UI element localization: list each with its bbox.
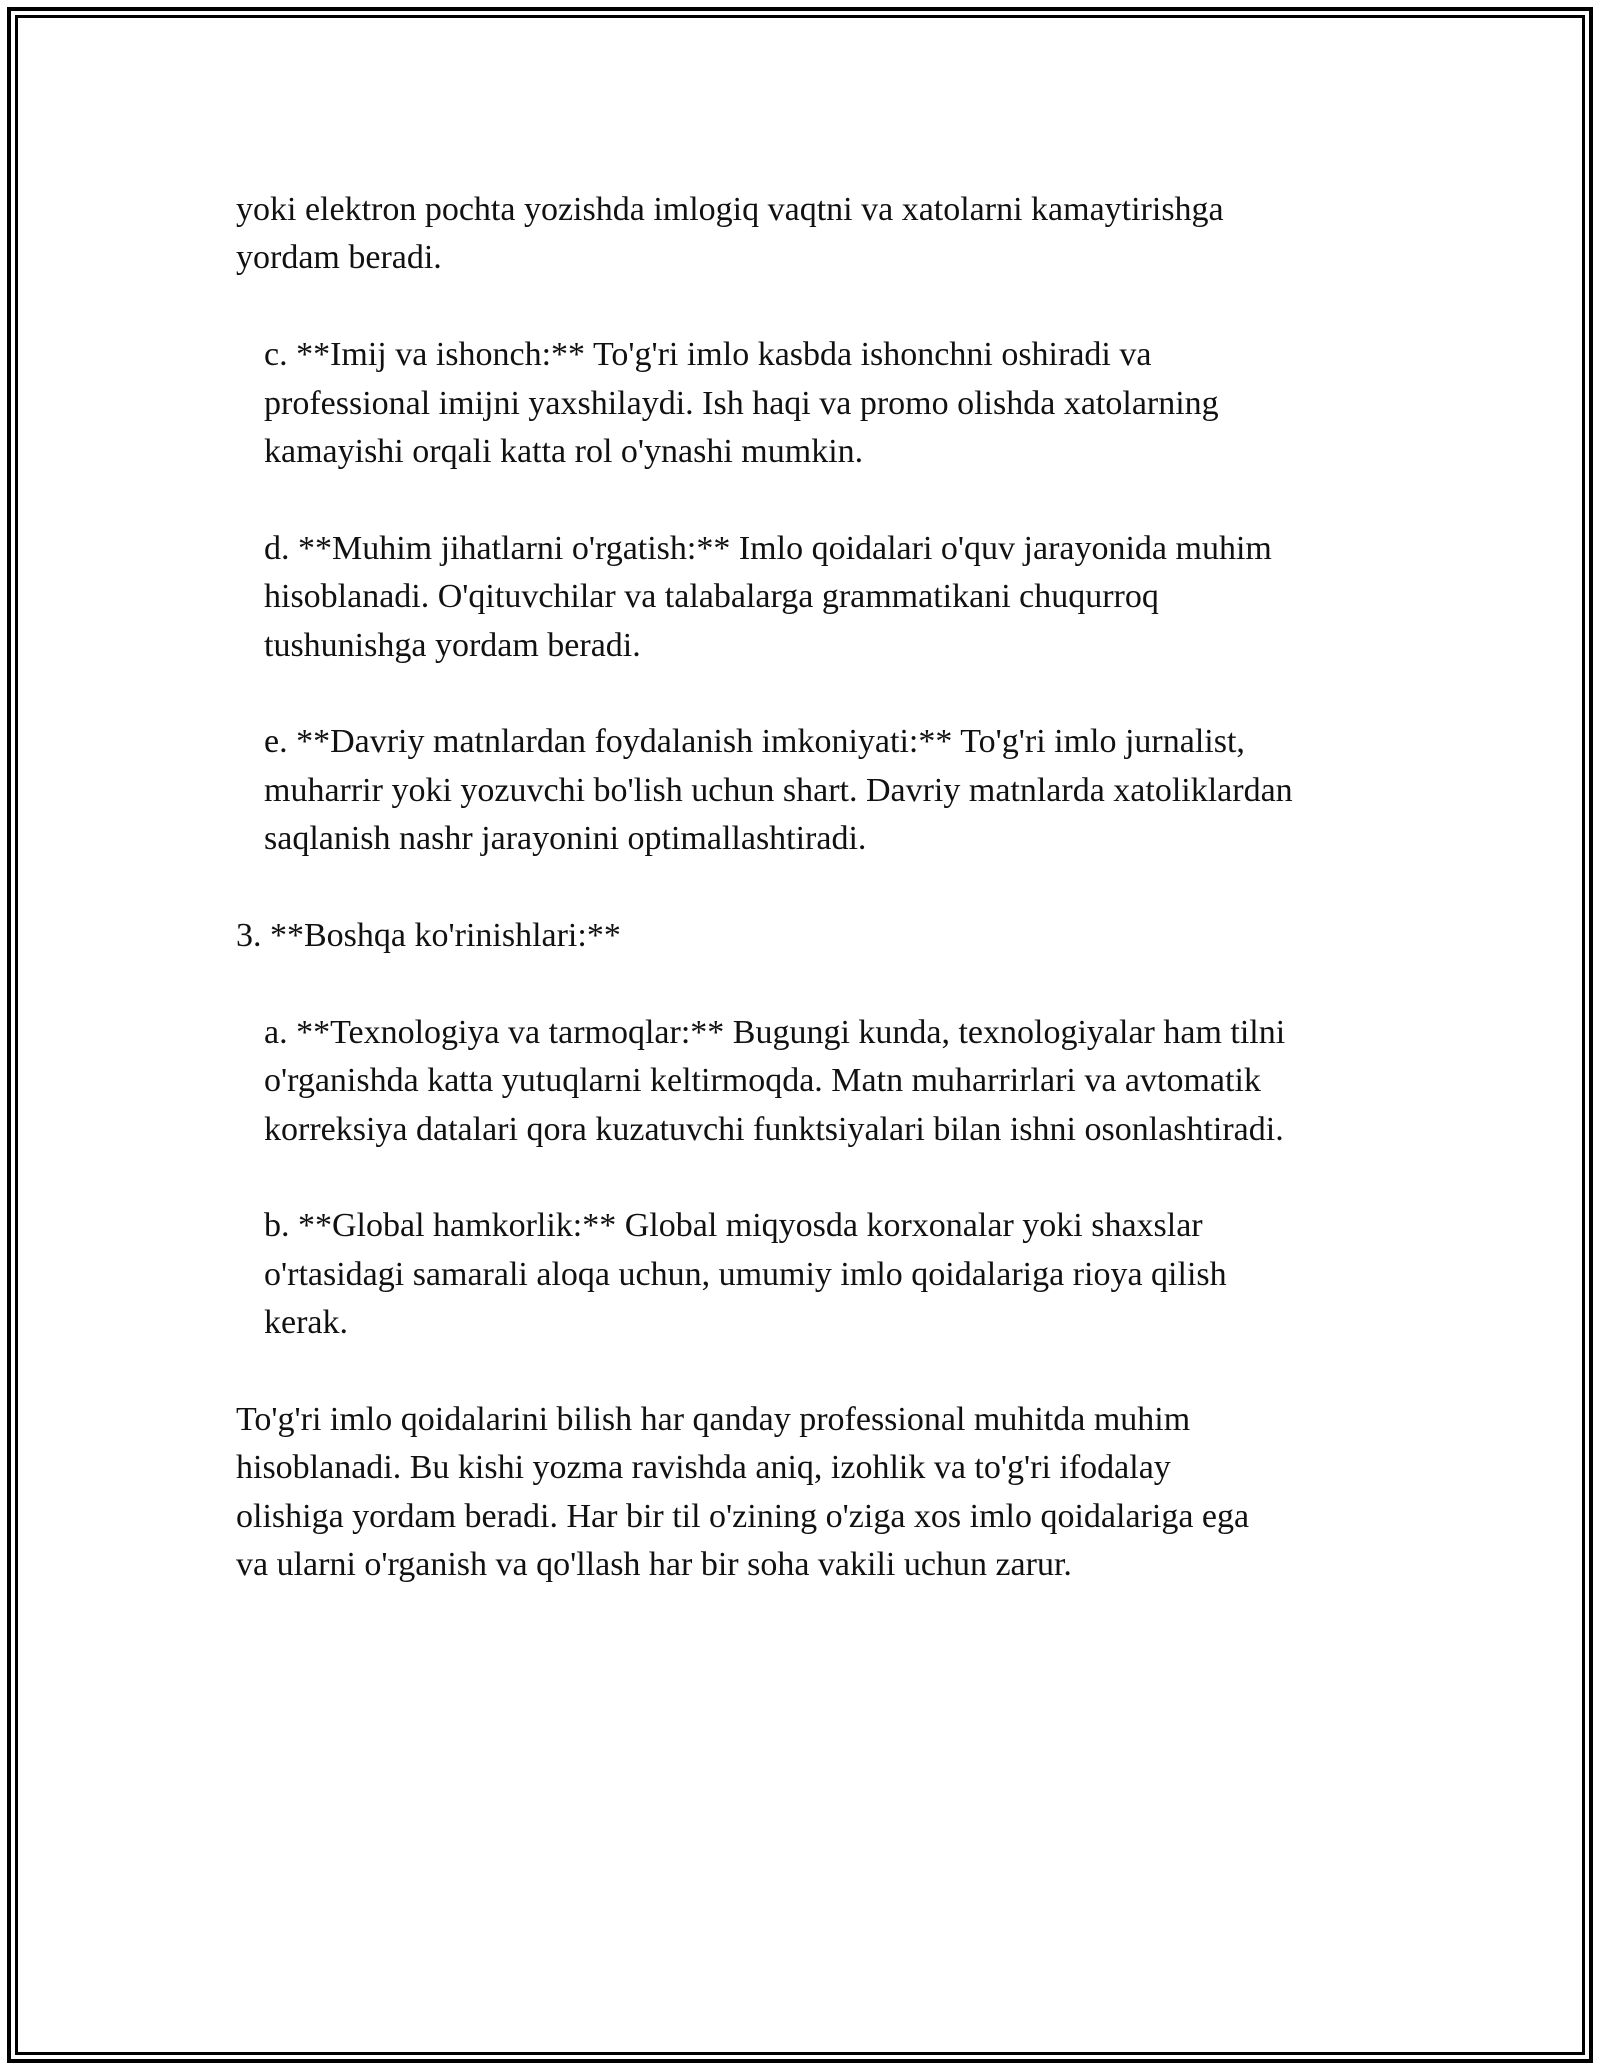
- text-line: yoki elektron pochta yozishda imlogiq vaqtni va xatolarni kamaytirishga: [236, 191, 1224, 228]
- text-line: yordam beradi.: [236, 239, 442, 277]
- text-line: kamayishi orqali katta rol o'ynashi mumkin.: [264, 433, 864, 471]
- paragraph: [236, 1396, 1426, 1590]
- paragraph: [236, 525, 1426, 670]
- text-line: d. **Muhim jihatlarni o'rgatish:** Imlo qoidalari o'quv jarayonida muhim: [264, 529, 1272, 567]
- text-line: 3. **Boshqa ko'rinishlari:**: [236, 917, 621, 955]
- text-line: b. **Global hamkorlik:** Global miqyosda korxonalar yoki shaxslar: [264, 1207, 1203, 1245]
- text-line: professional imijni yaxshilaydi. Ish haqi va promo olishda xatolarning: [264, 384, 1219, 422]
- paragraph: [236, 912, 1426, 960]
- text-line: olishiga yordam beradi. Har bir til o'zining o'ziga xos imlo qoidalariga ega: [236, 1497, 1250, 1535]
- text-line: e. **Davriy matnlardan foydalanish imkoniyati:** To'g'ri imlo jurnalist,: [264, 723, 1245, 761]
- text-line: tushunishga yordam beradi.: [264, 626, 641, 664]
- text-line: To'g'ri imlo qoidalarini bilish har qanday professional muhitda muhim: [236, 1401, 1191, 1439]
- text-line: o'rtasidagi samarali aloqa uchun, umumiy imlo qoidalariga rioya qilish: [264, 1255, 1227, 1293]
- text-line: hisoblanadi. Bu kishi yozma ravishda aniq, izohlik va to'g'ri ifodalay: [236, 1449, 1171, 1487]
- text-line: hisoblanadi. O'qituvchilar va talabalarga grammatikani chuqurroq: [264, 578, 1159, 616]
- text-line: va ularni o'rganish va qo'llash har bir soha vakili uchun zarur.: [236, 1546, 1072, 1584]
- text-line: muharrir yoki yozuvchi bo'lish uchun shart. Davriy matnlarda xatoliklardan: [264, 771, 1293, 809]
- text-line: korreksiya datalari qora kuzatuvchi funktsiyalari bilan ishni osonlashtiradi.: [264, 1110, 1284, 1148]
- text-line: o'rganishda katta yutuqlarni keltirmoqda. Matn muharrirlari va avtomatik: [264, 1062, 1261, 1100]
- paragraph: [236, 331, 1426, 476]
- paragraph: [236, 1202, 1426, 1347]
- document-body: [236, 186, 1426, 1590]
- text-line: c. **Imij va ishonch:** To'g'ri imlo kasbda ishonchni oshiradi va: [264, 336, 1152, 374]
- paragraph: [236, 1009, 1426, 1154]
- text-line: kerak.: [264, 1304, 349, 1342]
- paragraph: [236, 718, 1426, 863]
- paragraph: [236, 186, 1426, 283]
- text-line: a. **Texnologiya va tarmoqlar:** Bugungi kunda, texnologiyalar ham tilni: [264, 1013, 1286, 1051]
- text-line: saqlanish nashr jarayonini optimallashtiradi.: [264, 820, 867, 858]
